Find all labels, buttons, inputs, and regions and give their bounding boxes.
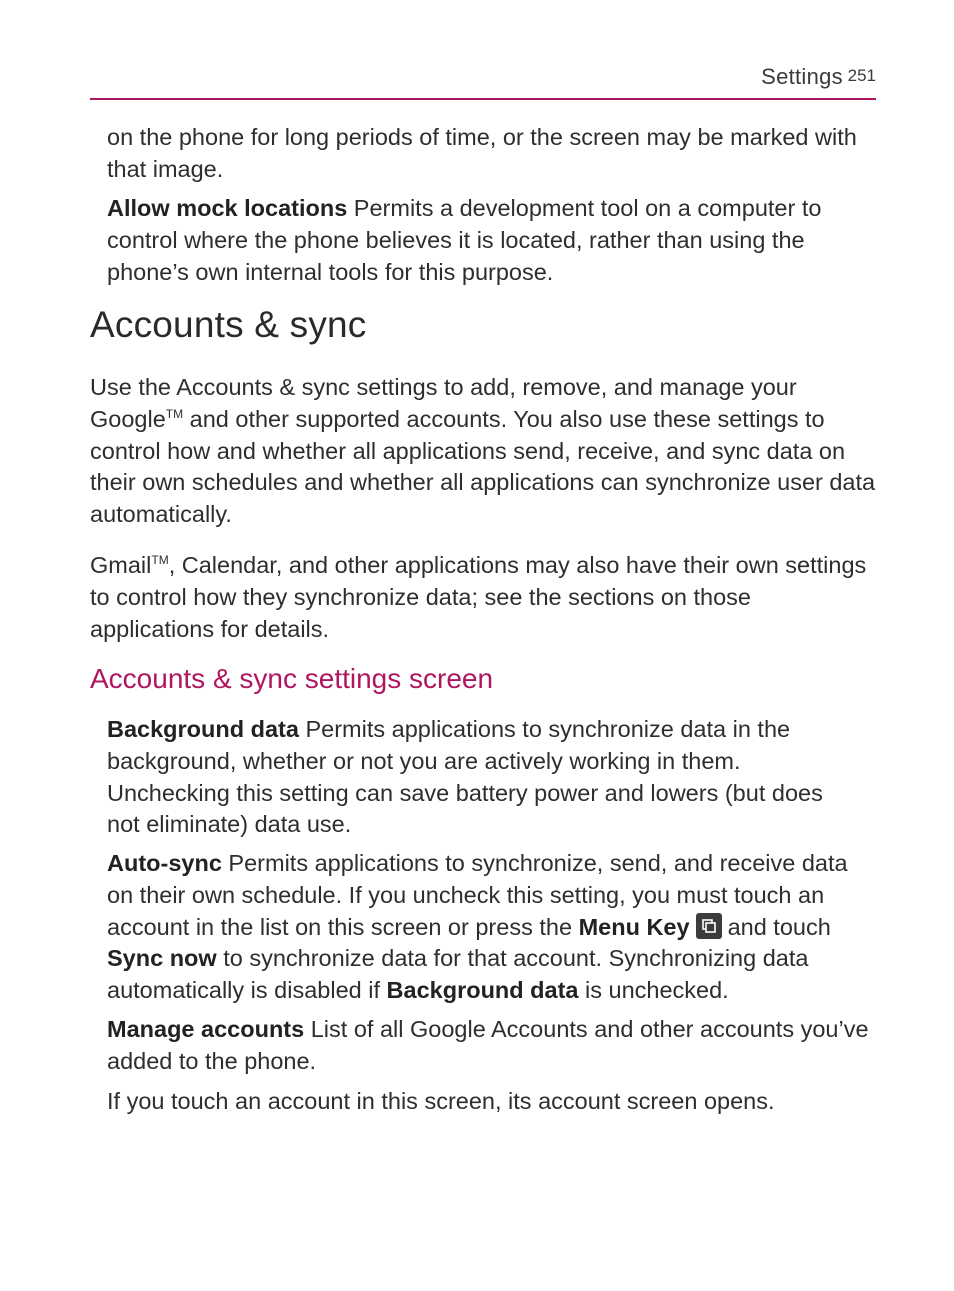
background-data-ref: Background data: [386, 977, 579, 1004]
gmail-text-1: Gmail: [90, 552, 152, 578]
manage-accounts-desc: List of all Google Accounts and other accounts you’ve added to the phone.: [107, 1016, 869, 1074]
mock-locations-term: Allow mock locations: [107, 195, 348, 221]
continued-paragraph: [107, 122, 877, 186]
auto-sync-desc-1: Permits applications to synchronize, send, and receive data on their own schedule. If you uncheck this setting, you must touch an account in the list on this screen or press the: [107, 850, 848, 940]
touch-account-text: If you touch an account in this screen, its account screen opens.: [107, 1088, 775, 1114]
section-title: Accounts & sync: [90, 304, 367, 345]
accounts-intro-paragraph: [90, 372, 880, 531]
auto-sync-term: Auto-sync: [107, 850, 222, 876]
sync-now-term: Sync now: [107, 945, 217, 972]
menu-key-term: Menu Key: [578, 913, 690, 940]
trademark-gmail: TM: [151, 553, 169, 567]
accounts-intro-text-2: and other supported accounts. You also use these settings to control how and whether all applications send, receive, and sync data on their own schedules and whether all applications can synchronize user data automatically.: [90, 405, 876, 528]
background-data-paragraph: [107, 714, 857, 841]
page-header: [90, 58, 876, 100]
menu-key-icon: [696, 913, 722, 939]
auto-sync-desc-2: and touch: [727, 913, 831, 940]
continued-text: on the phone for long periods of time, or the screen may be marked with that image.: [107, 124, 857, 182]
background-data-term: Background data: [107, 716, 299, 742]
touch-account-paragraph: [107, 1086, 877, 1118]
manage-accounts-paragraph: [107, 1014, 877, 1078]
header-section-title: Settings: [761, 64, 843, 89]
gmail-paragraph: [90, 550, 880, 645]
auto-sync-desc-4: is unchecked.: [578, 977, 729, 1004]
background-data-desc: Permits applications to synchronize data in the background, whether or not you are actively working in them. Unchecking this setting can save battery power and lowers (but does not eliminate) data use.: [107, 716, 823, 838]
accounts-intro-text-1: Use the Accounts & sync settings to add, remove, and manage your Google: [90, 374, 797, 432]
auto-sync-paragraph: [107, 848, 877, 1007]
manage-accounts-term: Manage accounts: [107, 1016, 305, 1042]
subsection-title: Accounts & sync settings screen: [90, 663, 494, 694]
page-number: 251: [847, 66, 876, 85]
gmail-text-2: , Calendar, and other applications may also have their own settings to control how they synchronize data; see the sections on those applications for details.: [90, 552, 867, 642]
mock-locations-paragraph: [107, 193, 877, 288]
auto-sync-desc-3: to synchronize data for that account. Synchronizing data automatically is disabled if: [107, 945, 809, 1004]
mock-locations-desc: Permits a development tool on a computer to control where the phone believes it is located, rather than using the phone’s own internal tools for this purpose.: [107, 195, 822, 285]
trademark-google: TM: [165, 406, 184, 421]
